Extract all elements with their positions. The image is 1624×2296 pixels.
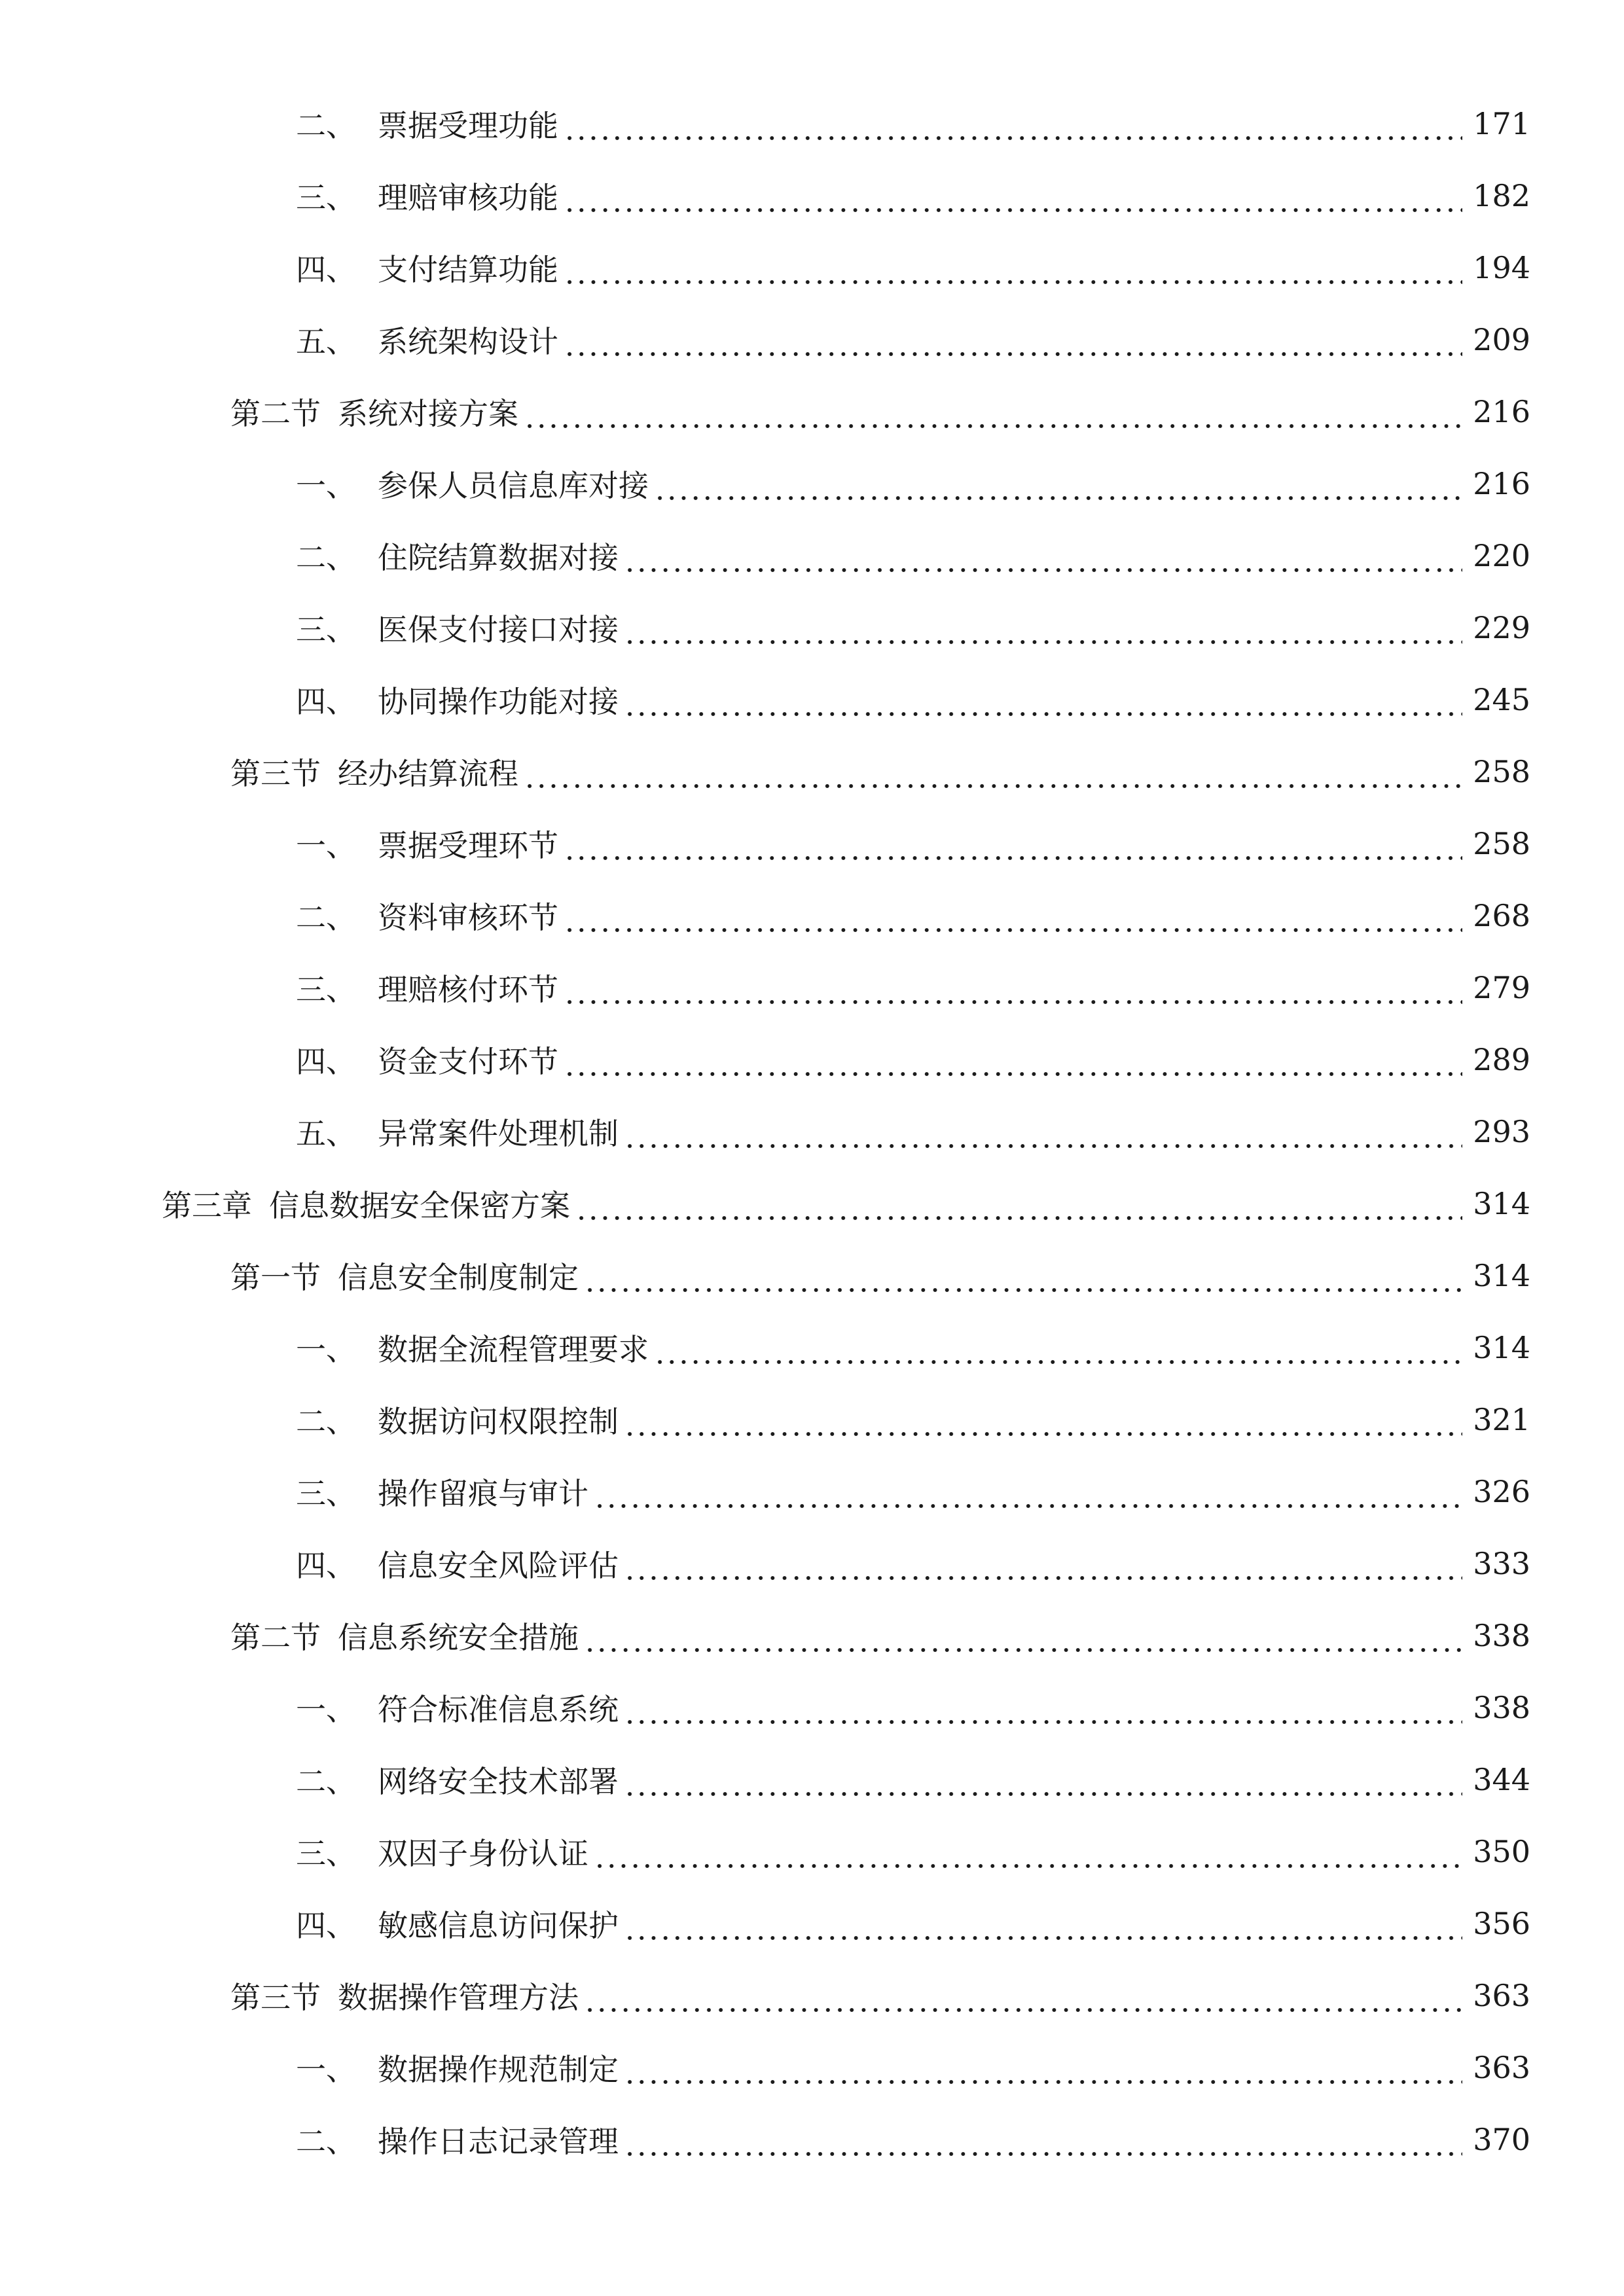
toc-entry-title: 信息安全制度制定	[338, 1260, 579, 1295]
toc-entry-number: 三、	[296, 1476, 356, 1511]
dot-leader	[654, 1336, 1462, 1367]
toc-entry[interactable]	[0, 1888, 1624, 1960]
toc-entry-title: 系统架构设计	[378, 324, 558, 359]
toc-entry-title: 票据受理环节	[378, 828, 558, 863]
toc-entry-title: 医保支付接口对接	[378, 612, 619, 647]
toc-entry-number: 第三节	[230, 1980, 321, 2015]
toc-entry-page-number: 356	[1473, 1906, 1530, 1941]
toc-entry-page-number: 289	[1473, 1042, 1530, 1077]
dot-leader	[564, 1049, 1462, 1079]
dot-leader	[624, 1552, 1462, 1583]
dot-leader	[624, 2128, 1462, 2159]
toc-entry[interactable]	[0, 592, 1624, 664]
dot-leader	[564, 113, 1462, 143]
dot-leader	[624, 1408, 1462, 1439]
toc-entry[interactable]	[0, 160, 1624, 232]
toc-entry-title: 经办结算流程	[338, 756, 518, 791]
toc-entry-page-number: 182	[1473, 178, 1530, 213]
toc-entry-title: 票据受理功能	[378, 108, 558, 143]
toc-entry-title: 资料审核环节	[378, 900, 558, 935]
toc-entry-number: 二、	[296, 900, 356, 935]
toc-entry-number: 第一节	[230, 1260, 321, 1295]
toc-entry-page-number: 216	[1473, 394, 1530, 429]
toc-entry-page-number: 209	[1473, 322, 1530, 357]
dot-leader	[584, 1265, 1462, 1295]
toc-entry-title: 敏感信息访问保护	[378, 1908, 619, 1943]
toc-entry-title: 资金支付环节	[378, 1044, 558, 1079]
toc-entry[interactable]	[0, 664, 1624, 736]
toc-entry-number: 一、	[296, 828, 356, 863]
toc-entry-title: 支付结算功能	[378, 252, 558, 287]
toc-entry-title: 符合标准信息系统	[378, 1692, 619, 1727]
toc-entry-page-number: 363	[1473, 2050, 1530, 2085]
dot-leader	[654, 473, 1462, 503]
toc-entry-number: 第二节	[230, 1620, 321, 1655]
toc-entry-title: 系统对接方案	[338, 396, 518, 431]
dot-leader	[624, 617, 1462, 647]
toc-entry-page-number: 258	[1473, 826, 1530, 861]
toc-entry[interactable]	[0, 1168, 1624, 1240]
toc-entry[interactable]	[0, 304, 1624, 376]
toc-entry-title: 理赔审核功能	[378, 180, 558, 215]
dot-leader	[594, 1480, 1462, 1511]
toc-entry-title: 双因子身份认证	[378, 1836, 588, 1871]
toc-entry-page-number: 220	[1473, 538, 1530, 573]
dot-leader	[624, 545, 1462, 575]
toc-entry-number: 第三章	[162, 1188, 252, 1223]
toc-entry-title: 数据访问权限控制	[378, 1404, 619, 1439]
toc-entry-page-number: 363	[1473, 1978, 1530, 2013]
table-of-contents	[0, 88, 1624, 2176]
toc-entry-page-number: 338	[1473, 1690, 1530, 1725]
toc-entry[interactable]	[0, 1600, 1624, 1672]
dot-leader	[624, 1768, 1462, 1799]
toc-entry-number: 二、	[296, 108, 356, 143]
toc-entry-number: 二、	[296, 2124, 356, 2159]
dot-leader	[564, 905, 1462, 935]
dot-leader	[624, 1912, 1462, 1943]
toc-entry-number: 一、	[296, 468, 356, 503]
toc-entry-page-number: 314	[1473, 1258, 1530, 1293]
toc-entry-page-number: 314	[1473, 1186, 1530, 1221]
toc-entry[interactable]	[0, 808, 1624, 880]
dot-leader	[524, 761, 1462, 791]
toc-entry[interactable]	[0, 376, 1624, 448]
dot-leader	[564, 329, 1462, 359]
toc-entry-page-number: 245	[1473, 682, 1530, 717]
dot-leader	[624, 689, 1462, 719]
toc-entry-title: 信息数据安全保密方案	[269, 1188, 570, 1223]
toc-entry-number: 一、	[296, 1692, 356, 1727]
toc-entry[interactable]	[0, 1960, 1624, 2032]
toc-entry-page-number: 338	[1473, 1618, 1530, 1653]
toc-entry-number: 第二节	[230, 396, 321, 431]
toc-entry[interactable]	[0, 1816, 1624, 1888]
dot-leader	[564, 977, 1462, 1007]
toc-entry-number: 二、	[296, 1404, 356, 1439]
toc-entry-page-number: 344	[1473, 1762, 1530, 1797]
toc-entry-number: 一、	[296, 1332, 356, 1367]
toc-entry-number: 五、	[296, 324, 356, 359]
toc-entry-number: 四、	[296, 684, 356, 719]
toc-entry-page-number: 314	[1473, 1330, 1530, 1365]
toc-entry-number: 三、	[296, 612, 356, 647]
toc-entry[interactable]	[0, 1384, 1624, 1456]
toc-entry-number: 二、	[296, 540, 356, 575]
toc-entry-page-number: 350	[1473, 1834, 1530, 1869]
toc-entry-title: 网络安全技术部署	[378, 1764, 619, 1799]
toc-entry-number: 三、	[296, 972, 356, 1007]
dot-leader	[524, 401, 1462, 431]
toc-entry-number: 一、	[296, 2052, 356, 2087]
toc-entry-page-number: 279	[1473, 970, 1530, 1005]
toc-entry-title: 理赔核付环节	[378, 972, 558, 1007]
dot-leader	[624, 2056, 1462, 2087]
toc-entry[interactable]	[0, 1096, 1624, 1168]
dot-leader	[575, 1193, 1462, 1223]
toc-entry-number: 四、	[296, 1548, 356, 1583]
toc-entry-number: 四、	[296, 252, 356, 287]
toc-entry[interactable]	[0, 232, 1624, 304]
toc-entry-page-number: 194	[1473, 250, 1530, 285]
toc-entry[interactable]	[0, 1528, 1624, 1600]
toc-entry[interactable]	[0, 1024, 1624, 1096]
toc-entry-page-number: 229	[1473, 610, 1530, 645]
toc-entry-title: 协同操作功能对接	[378, 684, 619, 719]
toc-entry-title: 参保人员信息库对接	[378, 468, 649, 503]
toc-entry-number: 四、	[296, 1044, 356, 1079]
dot-leader	[564, 257, 1462, 287]
toc-entry[interactable]	[0, 1312, 1624, 1384]
toc-entry-number: 二、	[296, 1764, 356, 1799]
toc-entry[interactable]	[0, 1672, 1624, 1744]
toc-entry[interactable]	[0, 1240, 1624, 1312]
toc-entry-page-number: 370	[1473, 2122, 1530, 2157]
toc-entry-page-number: 321	[1473, 1402, 1530, 1437]
toc-entry-page-number: 268	[1473, 898, 1530, 933]
toc-entry-number: 四、	[296, 1908, 356, 1943]
toc-entry-number: 三、	[296, 1836, 356, 1871]
toc-entry-title: 数据操作规范制定	[378, 2052, 619, 2087]
toc-entry[interactable]	[0, 1456, 1624, 1528]
toc-entry[interactable]	[0, 88, 1624, 160]
dot-leader	[584, 1984, 1462, 2015]
toc-entry[interactable]	[0, 2032, 1624, 2104]
toc-entry-page-number: 326	[1473, 1474, 1530, 1509]
dot-leader	[584, 1624, 1462, 1655]
toc-entry[interactable]	[0, 736, 1624, 808]
toc-entry-page-number: 333	[1473, 1546, 1530, 1581]
toc-entry-page-number: 293	[1473, 1114, 1530, 1149]
toc-entry-page-number: 216	[1473, 466, 1530, 501]
dot-leader	[594, 1840, 1462, 1871]
toc-entry[interactable]	[0, 1744, 1624, 1816]
toc-entry-page-number: 171	[1473, 106, 1530, 141]
toc-entry-title: 住院结算数据对接	[378, 540, 619, 575]
toc-entry-title: 异常案件处理机制	[378, 1116, 619, 1151]
dot-leader	[624, 1696, 1462, 1727]
toc-entry[interactable]	[0, 952, 1624, 1024]
toc-entry[interactable]	[0, 520, 1624, 592]
toc-entry-title: 操作留痕与审计	[378, 1476, 588, 1511]
toc-entry-number: 五、	[296, 1116, 356, 1151]
dot-leader	[564, 185, 1462, 215]
toc-entry-number: 三、	[296, 180, 356, 215]
dot-leader	[564, 833, 1462, 863]
toc-entry-title: 信息安全风险评估	[378, 1548, 619, 1583]
toc-entry[interactable]	[0, 880, 1624, 952]
toc-entry-title: 数据全流程管理要求	[378, 1332, 649, 1367]
toc-entry-title: 操作日志记录管理	[378, 2124, 619, 2159]
toc-entry-page-number: 258	[1473, 754, 1530, 789]
dot-leader	[624, 1121, 1462, 1151]
toc-entry-title: 数据操作管理方法	[338, 1980, 579, 2015]
toc-entry-title: 信息系统安全措施	[338, 1620, 579, 1655]
toc-entry[interactable]	[0, 2104, 1624, 2176]
toc-entry[interactable]	[0, 448, 1624, 520]
toc-entry-number: 第三节	[230, 756, 321, 791]
